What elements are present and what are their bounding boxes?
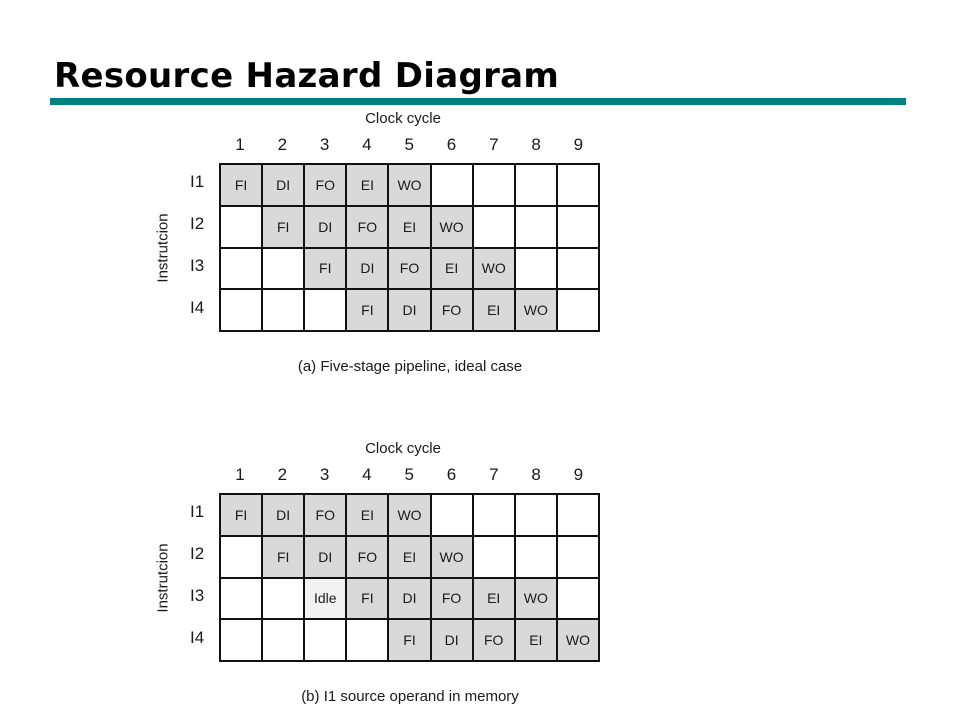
pipeline-grid: [219, 163, 600, 332]
cycle-number: 8: [531, 135, 541, 154]
stage-cell: EI: [432, 249, 472, 289]
stage-cell: WO: [558, 620, 598, 660]
empty-cell: [347, 620, 387, 660]
stage-cell: FI: [263, 207, 303, 247]
empty-cell: [558, 207, 598, 247]
empty-cell: [516, 537, 556, 577]
stage-cell: WO: [432, 207, 472, 247]
cycle-number: 9: [573, 465, 584, 484]
cycle-number: 7: [489, 135, 499, 154]
stage-cell: FO: [347, 207, 387, 247]
cycle-number: 2: [277, 465, 288, 484]
clock-cycle-label: Clock cycle: [365, 440, 441, 457]
empty-cell: [221, 620, 261, 660]
stage-cell: FI: [221, 165, 261, 205]
cycle-number: 6: [446, 135, 457, 154]
stage-cell: DI: [305, 207, 345, 247]
empty-cell: [516, 207, 556, 247]
cycle-number: 1: [235, 135, 245, 154]
instruction-row-label: I2: [190, 544, 205, 563]
stage-cell: FI: [263, 537, 303, 577]
diagram-caption: (a) Five-stage pipeline, ideal case: [297, 358, 523, 375]
cycle-number: 6: [446, 465, 457, 484]
stage-cell: EI: [474, 290, 514, 330]
instruction-row-label: I4: [190, 628, 205, 647]
empty-cell: [221, 207, 261, 247]
stage-cell: EI: [389, 207, 429, 247]
empty-cell: [558, 249, 598, 289]
stage-cell: WO: [389, 495, 429, 535]
title-divider: [50, 98, 906, 105]
empty-cell: [221, 249, 261, 289]
empty-cell: [263, 249, 303, 289]
stage-cell: FI: [305, 249, 345, 289]
instruction-row-label: I3: [190, 586, 205, 605]
stage-cell: DI: [389, 290, 429, 330]
instruction-row-label: I3: [190, 256, 205, 275]
stage-cell: FI: [221, 495, 261, 535]
cycle-number: 5: [404, 135, 414, 154]
pipeline-grid: [219, 493, 600, 662]
empty-cell: [263, 290, 303, 330]
stage-cell: DI: [305, 537, 345, 577]
empty-cell: [263, 620, 303, 660]
stage-cell: EI: [516, 620, 556, 660]
empty-cell: [305, 620, 345, 660]
stage-cell: EI: [347, 495, 387, 535]
instruction-axis-label: Instrutcion: [154, 213, 172, 283]
stage-cell: DI: [432, 620, 472, 660]
stage-cell: DI: [263, 165, 303, 205]
stage-cell: WO: [432, 537, 472, 577]
empty-cell: [221, 579, 261, 619]
clock-cycle-label: Clock cycle: [365, 110, 441, 127]
cycle-number: 8: [531, 465, 541, 484]
empty-cell: [221, 537, 261, 577]
instruction-row-label: I4: [190, 298, 205, 317]
cycle-number: 7: [489, 465, 499, 484]
cycle-number: 4: [362, 465, 372, 484]
stage-cell: FO: [389, 249, 429, 289]
stage-cell: Idle: [305, 579, 345, 619]
cycle-number: 9: [573, 135, 584, 154]
stage-cell: DI: [389, 579, 429, 619]
stage-cell: WO: [474, 249, 514, 289]
stage-cell: FO: [305, 495, 345, 535]
empty-cell: [221, 290, 261, 330]
diagram-caption: (b) I1 source operand in memory: [301, 688, 519, 705]
empty-cell: [305, 290, 345, 330]
cycle-number: 3: [319, 465, 330, 484]
empty-cell: [474, 165, 514, 205]
stage-cell: FI: [347, 290, 387, 330]
stage-cell: WO: [516, 579, 556, 619]
empty-cell: [558, 165, 598, 205]
empty-cell: [474, 207, 514, 247]
stage-cell: FI: [347, 579, 387, 619]
empty-cell: [474, 537, 514, 577]
empty-cell: [516, 495, 556, 535]
empty-cell: [558, 290, 598, 330]
instruction-row-label: I2: [190, 214, 205, 233]
cycle-number: 3: [319, 135, 330, 154]
cycle-number: 1: [235, 465, 245, 484]
empty-cell: [432, 165, 472, 205]
empty-cell: [558, 579, 598, 619]
instruction-axis-label: Instrutcion: [154, 543, 172, 613]
stage-cell: FO: [347, 537, 387, 577]
empty-cell: [263, 579, 303, 619]
stage-cell: EI: [347, 165, 387, 205]
stage-cell: WO: [516, 290, 556, 330]
stage-cell: FI: [389, 620, 429, 660]
stage-cell: EI: [474, 579, 514, 619]
stage-cell: FO: [305, 165, 345, 205]
cycle-number: 5: [404, 465, 414, 484]
cycle-number: 4: [362, 135, 372, 154]
stage-cell: FO: [432, 290, 472, 330]
stage-cell: WO: [389, 165, 429, 205]
empty-cell: [516, 165, 556, 205]
instruction-row-label: I1: [190, 502, 205, 521]
instruction-row-label: I1: [190, 172, 205, 191]
empty-cell: [558, 495, 598, 535]
stage-cell: DI: [263, 495, 303, 535]
empty-cell: [558, 537, 598, 577]
empty-cell: [474, 495, 514, 535]
empty-cell: [516, 249, 556, 289]
stage-cell: DI: [347, 249, 387, 289]
stage-cell: FO: [432, 579, 472, 619]
slide-title: Resource Hazard Diagram: [54, 56, 560, 96]
stage-cell: EI: [389, 537, 429, 577]
cycle-number: 2: [277, 135, 288, 154]
stage-cell: FO: [474, 620, 514, 660]
empty-cell: [432, 495, 472, 535]
